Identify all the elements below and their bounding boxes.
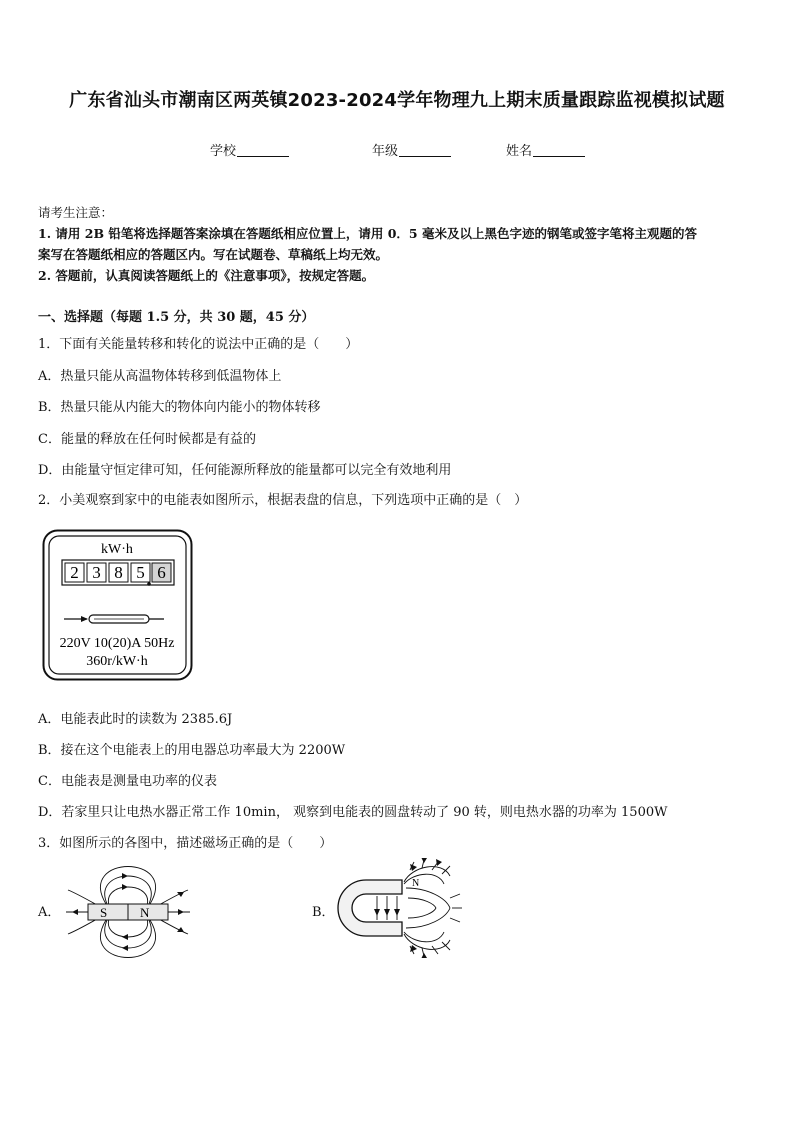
q2-option-d[interactable]: D．若家里只让电热水器正常工作 10min， 观察到电能表的圆盘转动了 90 转，则电热水器的功率为 1500W [38, 805, 668, 820]
meter-digit-1: 2 [70, 563, 79, 582]
electric-meter-figure [42, 529, 193, 681]
magnet-n-label: N [140, 905, 150, 920]
q3-option-b-label[interactable]: B． [312, 905, 335, 920]
meter-digit-5: 6 [157, 563, 166, 582]
horseshoe-magnet-field-figure [332, 858, 482, 958]
bar-magnet-field-figure [58, 860, 208, 960]
q2-option-a[interactable]: A．电能表此时的读数为 2385.6J [38, 712, 233, 727]
q2-option-c[interactable]: C．电能表是测量电功率的仪表 [38, 774, 217, 789]
notice-item-2: 2. 答题前，认真阅读答题纸上的《注意事项》，按规定答题。 [38, 268, 375, 283]
magnet-s-label: S [100, 905, 108, 920]
name-blank[interactable] [533, 143, 585, 157]
grade-label: 年级 [372, 144, 399, 159]
grade-field [372, 140, 451, 159]
meter-digit-2: 3 [92, 563, 101, 582]
name-field [506, 140, 585, 159]
exam-title: 广东省汕头市潮南区两英镇2023-2024学年物理九上期末质量跟踪监视模拟试题 [69, 90, 725, 111]
q2-stem: 2．小美观察到家中的电能表如图所示，根据表盘的信息，下列选项中正确的是（ ） [38, 493, 528, 508]
q1-option-b[interactable]: B．热量只能从内能大的物体向内能小的物体转移 [38, 400, 321, 415]
school-label: 学校 [210, 144, 237, 159]
q3-stem: 3．如图所示的各图中，描述磁场正确的是（ ） [38, 836, 333, 851]
meter-rating: 220V 10(20)A 50Hz [59, 636, 175, 651]
q1-option-c[interactable]: C．能量的释放在任何时候都是有益的 [38, 432, 256, 447]
q2-option-b[interactable]: B．接在这个电能表上的用电器总功率最大为 2200W [38, 743, 346, 758]
section-heading: 一、选择题（每题 1.5 分，共 30 题，45 分） [38, 310, 315, 325]
name-label: 姓名 [506, 144, 533, 159]
q1-stem: 1．下面有关能量转移和转化的说法中正确的是（ ） [38, 337, 359, 352]
meter-digit-4: 5 [136, 563, 145, 582]
notice-item-1b: 案写在答题纸相应的答题区内。写在试题卷、草稿纸上均无效。 [38, 247, 389, 262]
meter-constant: 360r/kW·h [86, 654, 148, 669]
notice-heading: 请考生注意： [38, 205, 114, 220]
meter-digit-3: 8 [114, 563, 123, 582]
school-blank[interactable] [237, 143, 289, 157]
q3-option-a-label[interactable]: A． [38, 905, 61, 920]
q1-option-d[interactable]: D．由能量守恒定律可知，任何能源所释放的能量都可以完全有效地利用 [38, 463, 452, 478]
notice-item-1a: 1. 请用 2B 铅笔将选择题答案涂填在答题纸相应位置上，请用 0．5 毫米及以上黑色字迹的钢笔或签字笔将主观题的答 [38, 226, 697, 241]
school-field [210, 140, 289, 159]
meter-unit: kW·h [101, 542, 133, 557]
horseshoe-n-label: N [412, 878, 420, 889]
q1-option-a[interactable]: A．热量只能从高温物体转移到低温物体上 [38, 369, 282, 384]
grade-blank[interactable] [399, 143, 451, 157]
